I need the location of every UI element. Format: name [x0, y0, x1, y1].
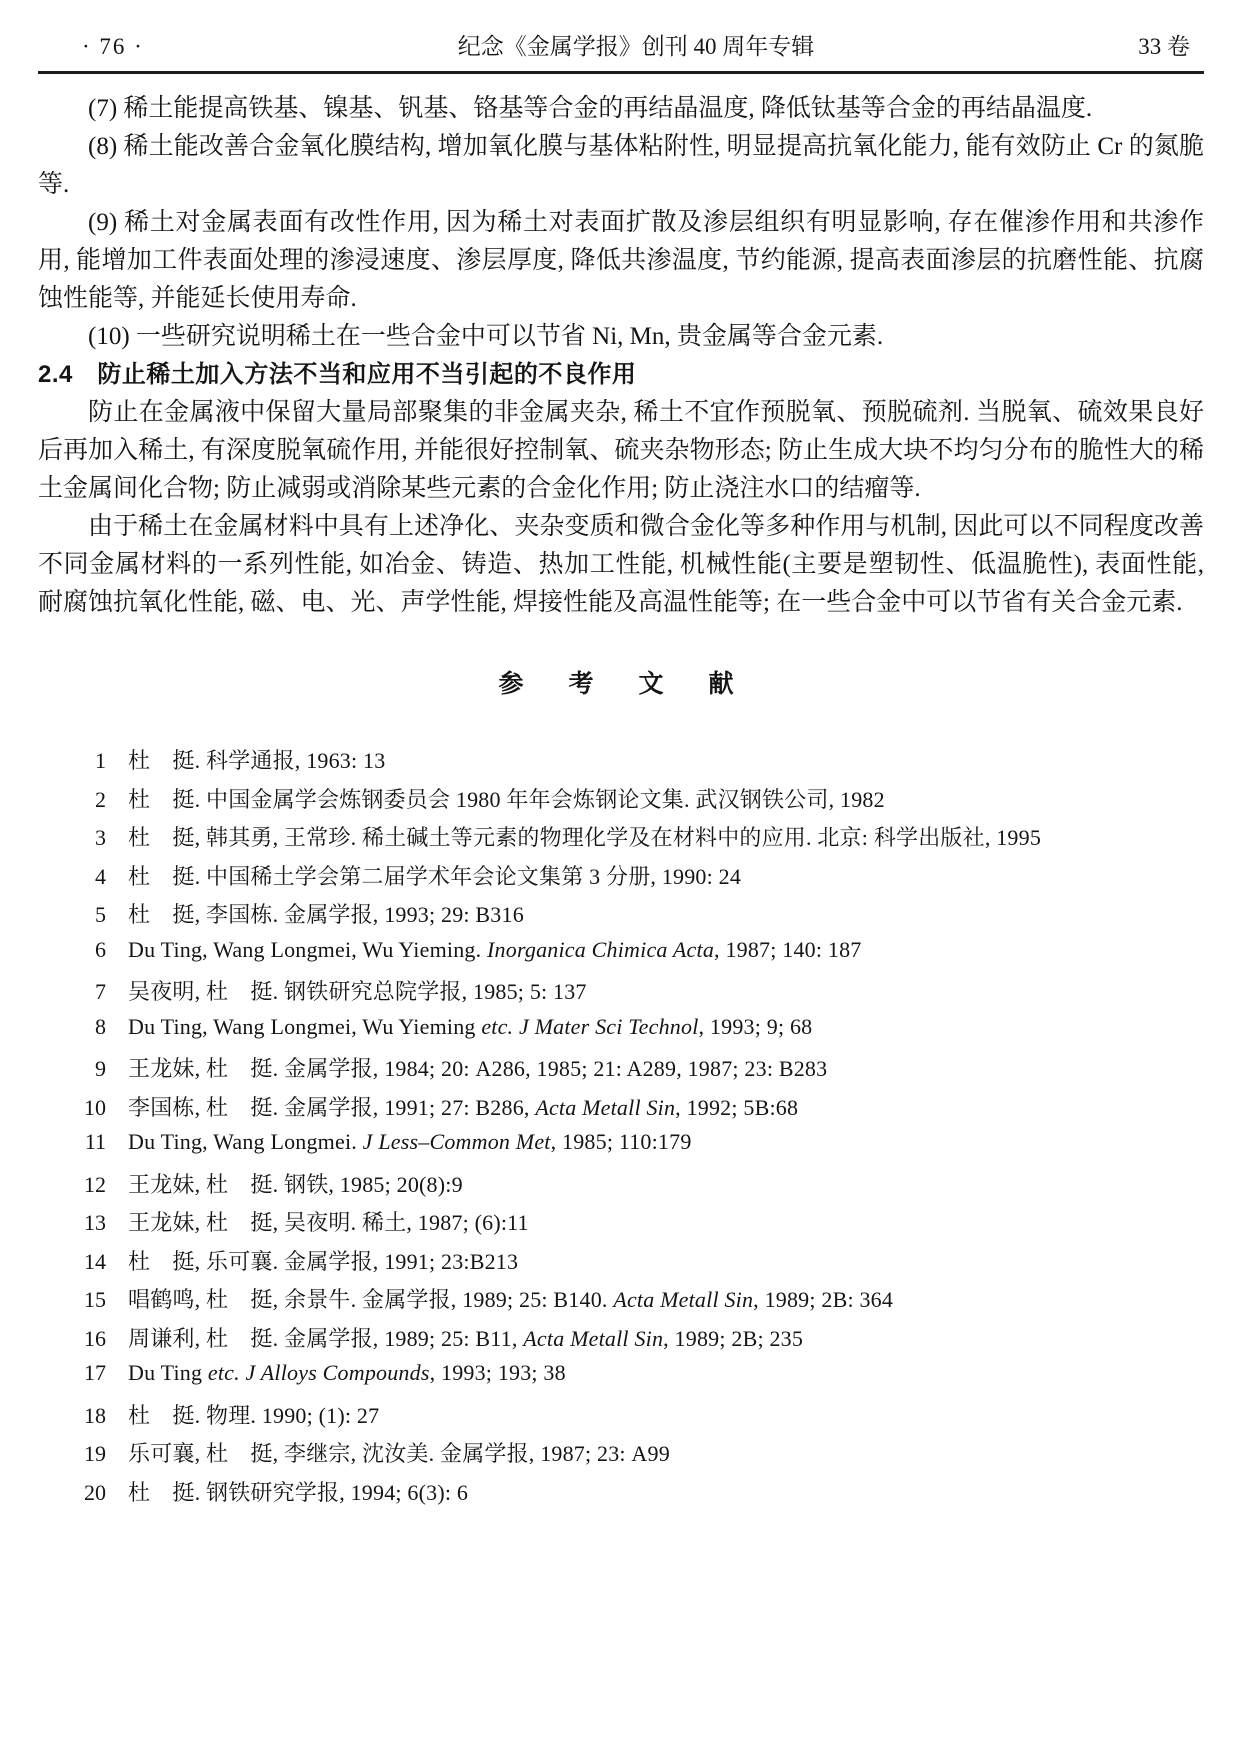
reference-segment: Du Ting [128, 1360, 208, 1385]
reference-number: 7 [95, 979, 106, 1004]
reference-item [38, 1476, 1204, 1515]
reference-text [128, 1399, 379, 1430]
reference-item [38, 1206, 1204, 1245]
paragraph: (7) 稀土能提高铁基、镍基、钒基、铬基等合金的再结晶温度, 降低钛基等合金的再结晶温度. [88, 95, 1093, 122]
reference-text [128, 1476, 468, 1507]
reference-item [38, 975, 1204, 1014]
reference-text [128, 975, 587, 1006]
reference-number: 3 [95, 825, 106, 850]
reference-item [38, 1283, 1204, 1322]
reference-text [128, 1437, 670, 1468]
reference-segment: Du Ting, Wang Longmei, Wu Yieming [128, 1013, 482, 1039]
page-number: · 76 · [82, 34, 144, 59]
reference-segment: , 1985; 110:179 [550, 1129, 692, 1154]
paragraph: (8) 稀土能改善合金氧化膜结构, 增加氧化膜与基体粘附性, 明显提高抗氧化能力, 能有效防止 Cr 的氮脆等. [38, 133, 1204, 198]
reference-segment: , 1993; 9; 68 [698, 1013, 813, 1039]
journal-title: 纪念《金属学报》创刊 40 周年专辑 [457, 34, 815, 59]
reference-number: 5 [95, 902, 106, 927]
reference-segment: 王龙妹, 杜 挺. 金属学报, 1984; 20: A286, 1985; 21: A289, 1987; 23: B283 [128, 1056, 828, 1081]
reference-number: 19 [84, 1441, 106, 1466]
reference-text [128, 1206, 529, 1237]
reference-segment: 杜 挺, 韩其勇, 王常珍. 稀土碱土等元素的物理化学及在材料中的应用. 北京: 科学出版社, 1995 [128, 825, 1042, 850]
reference-number: 6 [95, 936, 106, 962]
paragraph: 防止在金属液中保留大量局部聚集的非金属夹杂, 稀土不宜作预脱氧、预脱硫剂. 当脱氧、硫效果良好后再加入稀土, 有深度脱氧硫作用, 并能很好控制氧、硫夹杂物形态; 防止生成大块不均匀分布的脆性大的稀土金属间化合物; 防止减弱或消除某些元素的合金化作用; 防止浇注水口的结瘤等. [38, 399, 1204, 502]
volume-number: 33 卷 [1138, 34, 1190, 59]
reference-segment: , 1992; 5B:68 [675, 1094, 799, 1120]
reference-text [128, 1129, 692, 1155]
references-heading: 参 考 文 献 [498, 670, 744, 698]
reference-number: 12 [84, 1171, 106, 1197]
reference-text [128, 860, 741, 891]
reference-item [38, 821, 1204, 860]
reference-number: 1 [95, 748, 106, 773]
reference-item [38, 1091, 1204, 1130]
reference-journal-italic: etc. J Alloys Compounds [207, 1360, 430, 1385]
reference-journal-italic: Acta Metall Sin [535, 1094, 676, 1120]
reference-item [38, 744, 1204, 783]
reference-item [38, 898, 1204, 937]
reference-text [128, 1322, 803, 1353]
reference-item [38, 1052, 1204, 1091]
reference-journal-italic: Acta Metall Sin [523, 1325, 664, 1351]
reference-number: 15 [84, 1287, 106, 1312]
reference-segment: 杜 挺, 李国栋. 金属学报, 1993; 29: B316 [128, 902, 524, 927]
reference-segment: 杜 挺. 物理. 1990; (1): 27 [128, 1402, 380, 1428]
reference-item [38, 1322, 1204, 1361]
reference-segment: , 1993; 193; 38 [429, 1360, 566, 1385]
reference-item [38, 1168, 1204, 1207]
reference-text [128, 744, 385, 775]
running-head [38, 24, 1204, 74]
reference-text [128, 783, 885, 814]
reference-text [128, 898, 524, 929]
reference-segment: , 1989; 2B: 364 [753, 1287, 894, 1312]
reference-segment: 杜 挺. 科学通报, 1963: 13 [128, 748, 386, 773]
reference-number: 14 [84, 1248, 106, 1274]
paragraph: (9) 稀土对金属表面有改性作用, 因为稀土对表面扩散及渗层组织有明显影响, 存在催渗作用和共渗作用, 能增加工件表面处理的渗浸速度、渗层厚度, 降低共渗温度, 节约能源, 提高表面渗层的抗磨性能、抗腐蚀性能等, 并能延长使用寿命. [38, 209, 1204, 312]
reference-segment: 吴夜明, 杜 挺. 钢铁研究总院学报, 1985; 5: 137 [128, 979, 587, 1004]
reference-segment: Du Ting, Wang Longmei. [128, 1129, 363, 1154]
reference-segment: 周谦利, 杜 挺. 金属学报, 1989; 25: B11, [128, 1325, 524, 1351]
reference-segment: , 1989; 2B; 235 [663, 1325, 804, 1351]
reference-journal-italic: etc. J Mater Sci Technol [481, 1013, 699, 1039]
reference-segment: 杜 挺. 中国金属学会炼钢委员会 1980 年年会炼钢论文集. 武汉钢铁公司, 1982 [128, 786, 885, 812]
reference-text [128, 1052, 827, 1083]
reference-segment: 乐可襄, 杜 挺, 李继宗, 沈汝美. 金属学报, 1987; 23: A99 [128, 1441, 670, 1466]
reference-journal-italic: Inorganica Chimica Acta [487, 936, 715, 962]
reference-text [128, 1168, 463, 1199]
reference-number: 18 [84, 1402, 106, 1428]
reference-segment: 李国栋, 杜 挺. 金属学报, 1991; 27: B286, [128, 1094, 536, 1120]
reference-number: 9 [95, 1056, 106, 1081]
reference-segment: 王龙妹, 杜 挺, 吴夜明. 稀土, 1987; (6):11 [128, 1210, 529, 1235]
reference-segment: , 1987; 140: 187 [714, 936, 862, 962]
reference-text [128, 1014, 812, 1040]
reference-number: 10 [84, 1094, 106, 1120]
reference-item [38, 1245, 1204, 1284]
reference-number: 11 [84, 1129, 106, 1154]
reference-item [38, 937, 1204, 976]
reference-journal-italic: Acta Metall Sin [613, 1287, 754, 1312]
reference-number: 13 [84, 1210, 106, 1235]
reference-text [128, 1091, 798, 1122]
reference-item [38, 860, 1204, 899]
body-paragraphs [38, 90, 1204, 622]
reference-segment: 杜 挺, 乐可襄. 金属学报, 1991; 23:B213 [128, 1248, 519, 1274]
reference-segment: 杜 挺. 中国稀土学会第二届学术年会论文集第 3 分册, 1990: 24 [128, 863, 742, 889]
reference-journal-italic: J Less–Common Met [362, 1129, 551, 1154]
section-heading: 2.4 防止稀土加入方法不当和应用不当引起的不良作用 [38, 361, 637, 388]
reference-item [38, 1399, 1204, 1438]
reference-item [38, 1129, 1204, 1168]
reference-text [128, 821, 1041, 852]
reference-text [128, 1283, 893, 1314]
reference-item [38, 783, 1204, 822]
references-list [38, 744, 1204, 1514]
reference-segment: 唱鹤鸣, 杜 挺, 余景牛. 金属学报, 1989; 25: B140. [128, 1287, 614, 1312]
paragraph: (10) 一些研究说明稀土在一些合金中可以节省 Ni, Mn, 贵金属等合金元素. [88, 323, 884, 350]
reference-segment: 杜 挺. 钢铁研究学报, 1994; 6(3): 6 [128, 1479, 469, 1505]
reference-segment: 王龙妹, 杜 挺. 钢铁, 1985; 20(8):9 [128, 1171, 463, 1197]
reference-number: 8 [95, 1013, 106, 1039]
paragraph: 由于稀土在金属材料中具有上述净化、夹杂变质和微合金化等多种作用与机制, 因此可以不同程度改善不同金属材料的一系列性能, 如冶金、铸造、热加工性能, 机械性能(主要是塑韧性、低温脆性), 表面性能, 耐腐蚀抗氧化性能, 磁、电、光、声学性能, 焊接性能及高温性能等; 在一些合金中可以节省有关合金元素. [38, 513, 1204, 616]
reference-number: 2 [95, 786, 106, 812]
reference-number: 20 [84, 1479, 106, 1505]
reference-number: 17 [84, 1360, 106, 1385]
reference-text [128, 937, 861, 963]
reference-number: 4 [95, 863, 106, 889]
reference-text [128, 1360, 566, 1386]
reference-number: 16 [84, 1325, 106, 1351]
reference-text [128, 1245, 518, 1276]
reference-item [38, 1014, 1204, 1053]
reference-item [38, 1360, 1204, 1399]
reference-item [38, 1437, 1204, 1476]
reference-segment: Du Ting, Wang Longmei, Wu Yieming. [128, 936, 488, 962]
